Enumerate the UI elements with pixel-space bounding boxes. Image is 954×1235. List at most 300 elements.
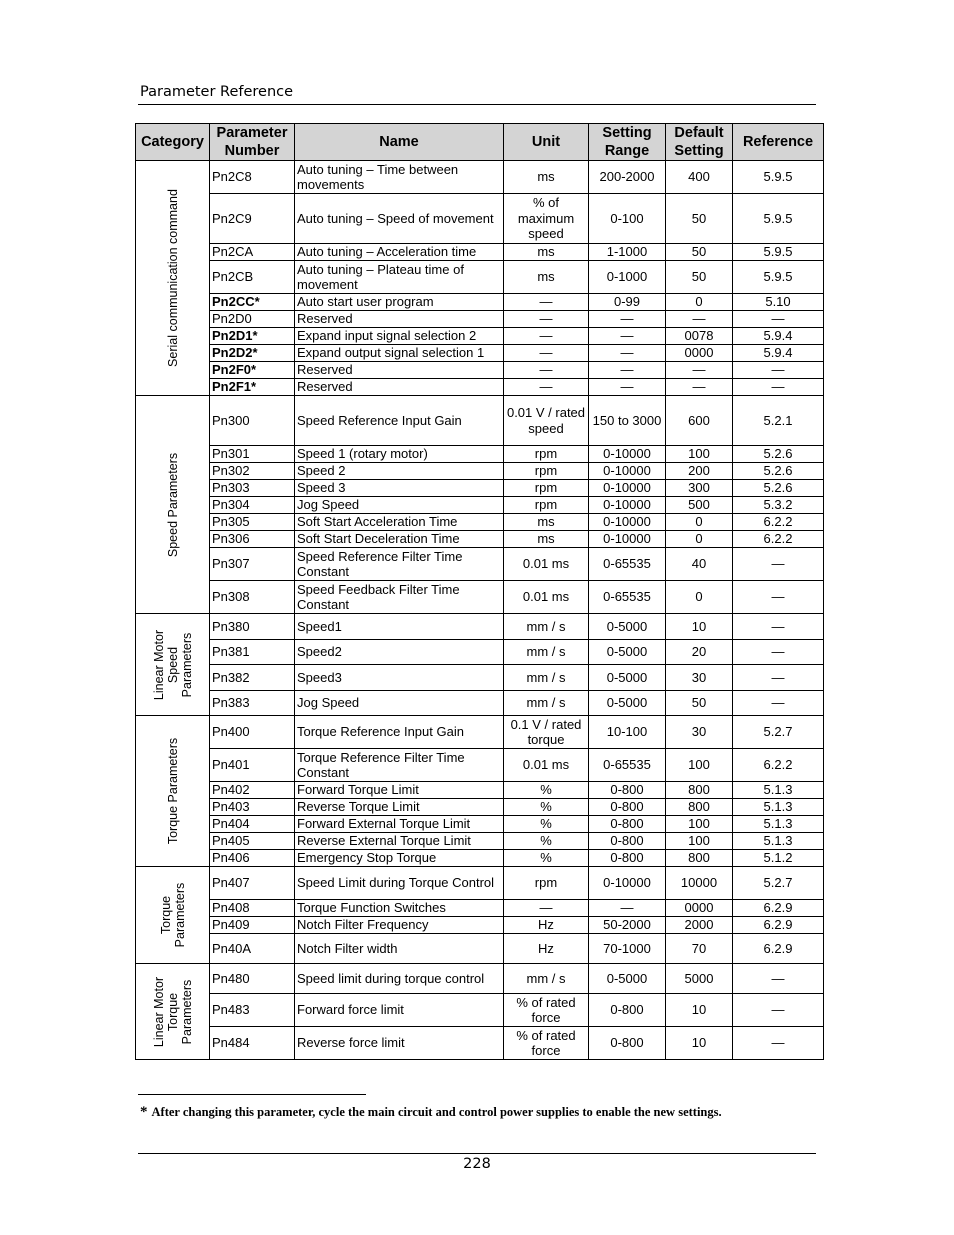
table-row [136, 328, 824, 345]
parameter-number-cell: Pn483 [210, 994, 295, 1027]
table-row [136, 311, 824, 328]
name-cell: Auto tuning – Time between movements [295, 161, 504, 194]
unit-cell: 0.01 V / rated speed [504, 396, 589, 446]
unit-cell: rpm [504, 497, 589, 514]
default-setting-cell: 0 [666, 581, 733, 614]
table-row [136, 934, 824, 964]
table-row [136, 161, 824, 194]
parameter-number-cell: Pn303 [210, 480, 295, 497]
default-setting-cell: 600 [666, 396, 733, 446]
setting-range-cell: 0-65535 [589, 749, 666, 782]
table-row [136, 261, 824, 294]
unit-cell: % of rated force [504, 994, 589, 1027]
table-row [136, 514, 824, 531]
setting-range-cell: 0-100 [589, 194, 666, 244]
setting-range-cell: 150 to 3000 [589, 396, 666, 446]
default-setting-cell: 10 [666, 994, 733, 1027]
parameter-number-cell: Pn402 [210, 782, 295, 799]
setting-range-cell: 0-800 [589, 833, 666, 850]
unit-cell: 0.01 ms [504, 581, 589, 614]
footnote [140, 1104, 722, 1121]
reference-cell: 5.1.3 [733, 782, 824, 799]
table-body [136, 161, 824, 1060]
parameter-number-cell: Pn480 [210, 964, 295, 994]
table-row [136, 833, 824, 850]
category-label [166, 165, 180, 392]
page-header-title: Parameter Reference [140, 84, 294, 100]
parameter-number-cell: Pn380 [210, 614, 295, 640]
table-row [136, 1027, 824, 1060]
table-row [136, 581, 824, 614]
table-row [136, 994, 824, 1027]
name-cell: Expand output signal selection 1 [295, 345, 504, 362]
name-cell: Emergency Stop Torque [295, 850, 504, 867]
parameter-number-cell: Pn2D0 [210, 311, 295, 328]
setting-range-cell: 0-10000 [589, 531, 666, 548]
unit-cell: mm / s [504, 640, 589, 665]
category-label [166, 400, 180, 610]
table-row [136, 716, 824, 749]
unit-cell: % of maximum speed [504, 194, 589, 244]
reference-cell: 5.1.3 [733, 816, 824, 833]
setting-range-cell: 50-2000 [589, 917, 666, 934]
category-label-line: Linear Motor [151, 976, 166, 1047]
col-header-unit: Unit [504, 124, 589, 161]
unit-cell: ms [504, 244, 589, 261]
parameter-number-cell: Pn302 [210, 463, 295, 480]
name-cell: Forward External Torque Limit [295, 816, 504, 833]
default-setting-cell: 50 [666, 194, 733, 244]
parameter-number-cell: Pn307 [210, 548, 295, 581]
table-row [136, 362, 824, 379]
reference-cell: — [733, 548, 824, 581]
header-divider [138, 104, 816, 105]
setting-range-cell: — [589, 379, 666, 396]
table-row [136, 194, 824, 244]
default-setting-cell: 100 [666, 816, 733, 833]
name-cell: Speed2 [295, 640, 504, 665]
category-label [152, 968, 194, 1056]
name-cell: Auto start user program [295, 294, 504, 311]
table-row [136, 345, 824, 362]
default-setting-cell: 50 [666, 244, 733, 261]
unit-cell: — [504, 900, 589, 917]
parameter-number-cell: Pn406 [210, 850, 295, 867]
category-label-line: Speed Parameters [165, 452, 180, 557]
category-cell [136, 716, 210, 867]
table-row [136, 446, 824, 463]
parameter-number-cell: Pn2D2* [210, 345, 295, 362]
footer-divider [138, 1153, 816, 1154]
page-number: 228 [463, 1156, 491, 1172]
default-setting-cell: 30 [666, 716, 733, 749]
reference-cell: — [733, 379, 824, 396]
setting-range-cell: 0-10000 [589, 446, 666, 463]
default-setting-cell: 70 [666, 934, 733, 964]
default-setting-cell: 20 [666, 640, 733, 665]
reference-cell: 5.2.7 [733, 867, 824, 900]
unit-cell: mm / s [504, 614, 589, 640]
table-row [136, 463, 824, 480]
unit-cell: mm / s [504, 964, 589, 994]
unit-cell: rpm [504, 463, 589, 480]
unit-cell: Hz [504, 934, 589, 964]
setting-range-cell: 0-800 [589, 994, 666, 1027]
setting-range-cell: 0-800 [589, 799, 666, 816]
parameter-number-cell: Pn305 [210, 514, 295, 531]
name-cell: Reserved [295, 311, 504, 328]
parameter-number-cell: Pn382 [210, 665, 295, 691]
reference-cell: 5.3.2 [733, 497, 824, 514]
parameter-number-cell: Pn408 [210, 900, 295, 917]
col-header-name: Name [295, 124, 504, 161]
default-setting-cell: 800 [666, 799, 733, 816]
parameter-number-cell: Pn401 [210, 749, 295, 782]
unit-cell: — [504, 311, 589, 328]
unit-cell: % [504, 816, 589, 833]
name-cell: Speed Reference Filter Time Constant [295, 548, 504, 581]
name-cell: Reverse External Torque Limit [295, 833, 504, 850]
default-setting-cell: 10000 [666, 867, 733, 900]
reference-cell: — [733, 311, 824, 328]
setting-range-cell: 0-800 [589, 782, 666, 799]
reference-cell: — [733, 691, 824, 716]
reference-cell: 5.9.5 [733, 194, 824, 244]
reference-cell: — [733, 964, 824, 994]
unit-cell: % [504, 782, 589, 799]
setting-range-cell: 0-65535 [589, 581, 666, 614]
parameter-number-cell: Pn308 [210, 581, 295, 614]
reference-cell: — [733, 362, 824, 379]
unit-cell: 0.1 V / rated torque [504, 716, 589, 749]
category-label [166, 720, 180, 863]
default-setting-cell: 2000 [666, 917, 733, 934]
category-label-line: Speed [165, 646, 180, 683]
category-label [159, 871, 187, 960]
parameter-number-cell: Pn400 [210, 716, 295, 749]
setting-range-cell: 0-5000 [589, 614, 666, 640]
reference-cell: 6.2.9 [733, 934, 824, 964]
category-label [152, 618, 194, 712]
default-setting-cell: 100 [666, 446, 733, 463]
unit-cell: rpm [504, 446, 589, 463]
parameter-number-cell: Pn304 [210, 497, 295, 514]
unit-cell: % of rated force [504, 1027, 589, 1060]
table-row [136, 379, 824, 396]
parameter-number-cell: Pn2CC* [210, 294, 295, 311]
unit-cell: — [504, 294, 589, 311]
table-row [136, 749, 824, 782]
name-cell: Speed Limit during Torque Control [295, 867, 504, 900]
setting-range-cell: — [589, 362, 666, 379]
category-cell [136, 964, 210, 1060]
name-cell: Notch Filter Frequency [295, 917, 504, 934]
setting-range-cell: 0-5000 [589, 964, 666, 994]
unit-cell: — [504, 328, 589, 345]
reference-cell: 6.2.2 [733, 531, 824, 548]
category-cell [136, 614, 210, 716]
parameter-number-cell: Pn306 [210, 531, 295, 548]
category-label-line: Torque [158, 895, 173, 935]
unit-cell: % [504, 799, 589, 816]
category-label-line: Torque [165, 992, 180, 1031]
name-cell: Speed 1 (rotary motor) [295, 446, 504, 463]
name-cell: Auto tuning – Plateau time of movement [295, 261, 504, 294]
name-cell: Jog Speed [295, 497, 504, 514]
category-label-line: Linear Motor [151, 629, 166, 700]
table-row [136, 850, 824, 867]
reference-cell: — [733, 1027, 824, 1060]
setting-range-cell: 0-5000 [589, 691, 666, 716]
setting-range-cell: 1-1000 [589, 244, 666, 261]
setting-range-cell: 0-99 [589, 294, 666, 311]
col-header-default-setting: Default Setting [666, 124, 733, 161]
table-row [136, 900, 824, 917]
table-row [136, 244, 824, 261]
parameter-number-cell: Pn2C8 [210, 161, 295, 194]
unit-cell: rpm [504, 867, 589, 900]
default-setting-cell: 800 [666, 850, 733, 867]
table-row [136, 665, 824, 691]
setting-range-cell: 0-800 [589, 1027, 666, 1060]
setting-range-cell: 0-5000 [589, 640, 666, 665]
name-cell: Speed Feedback Filter Time Constant [295, 581, 504, 614]
default-setting-cell: 800 [666, 782, 733, 799]
unit-cell: % [504, 833, 589, 850]
footnote-text: After changing this parameter, cycle the main circuit and control power supplies to enable the new settings. [151, 1105, 722, 1119]
name-cell: Auto tuning – Speed of movement [295, 194, 504, 244]
name-cell: Speed3 [295, 665, 504, 691]
table-row [136, 867, 824, 900]
reference-cell: 6.2.9 [733, 917, 824, 934]
setting-range-cell: — [589, 311, 666, 328]
setting-range-cell: 0-10000 [589, 514, 666, 531]
default-setting-cell: 100 [666, 749, 733, 782]
unit-cell: ms [504, 261, 589, 294]
setting-range-cell: 0-10000 [589, 480, 666, 497]
name-cell: Speed 2 [295, 463, 504, 480]
unit-cell: ms [504, 161, 589, 194]
default-setting-cell: 50 [666, 691, 733, 716]
table-row [136, 614, 824, 640]
name-cell: Torque Function Switches [295, 900, 504, 917]
reference-cell: — [733, 614, 824, 640]
name-cell: Torque Reference Input Gain [295, 716, 504, 749]
parameter-number-cell: Pn2F0* [210, 362, 295, 379]
name-cell: Jog Speed [295, 691, 504, 716]
name-cell: Reserved [295, 362, 504, 379]
table-row [136, 691, 824, 716]
setting-range-cell: 10-100 [589, 716, 666, 749]
parameter-number-cell: Pn407 [210, 867, 295, 900]
default-setting-cell: — [666, 362, 733, 379]
setting-range-cell: 0-800 [589, 850, 666, 867]
parameter-number-cell: Pn2F1* [210, 379, 295, 396]
category-label-line: Parameters [179, 979, 194, 1044]
reference-cell: 5.9.5 [733, 261, 824, 294]
setting-range-cell: 200-2000 [589, 161, 666, 194]
table-row [136, 548, 824, 581]
col-header-reference: Reference [733, 124, 824, 161]
table-row [136, 816, 824, 833]
reference-cell: 6.2.2 [733, 749, 824, 782]
unit-cell: — [504, 345, 589, 362]
category-cell [136, 396, 210, 614]
unit-cell: 0.01 ms [504, 749, 589, 782]
reference-cell: 5.1.3 [733, 833, 824, 850]
default-setting-cell: 5000 [666, 964, 733, 994]
default-setting-cell: 30 [666, 665, 733, 691]
default-setting-cell: — [666, 379, 733, 396]
unit-cell: % [504, 850, 589, 867]
unit-cell: rpm [504, 480, 589, 497]
col-header-setting-range: Setting Range [589, 124, 666, 161]
default-setting-cell: 0000 [666, 345, 733, 362]
default-setting-cell: 10 [666, 1027, 733, 1060]
name-cell: Soft Start Deceleration Time [295, 531, 504, 548]
name-cell: Forward Torque Limit [295, 782, 504, 799]
name-cell: Soft Start Acceleration Time [295, 514, 504, 531]
reference-cell: 5.2.6 [733, 446, 824, 463]
setting-range-cell: 0-800 [589, 816, 666, 833]
setting-range-cell: — [589, 900, 666, 917]
name-cell: Expand input signal selection 2 [295, 328, 504, 345]
default-setting-cell: 0 [666, 294, 733, 311]
setting-range-cell: 0-10000 [589, 497, 666, 514]
parameter-number-cell: Pn40A [210, 934, 295, 964]
name-cell: Speed1 [295, 614, 504, 640]
reference-cell: 5.2.6 [733, 480, 824, 497]
setting-range-cell: 0-65535 [589, 548, 666, 581]
reference-cell: 5.9.4 [733, 345, 824, 362]
parameter-number-cell: Pn300 [210, 396, 295, 446]
reference-cell: 6.2.2 [733, 514, 824, 531]
parameter-number-cell: Pn484 [210, 1027, 295, 1060]
category-cell [136, 161, 210, 396]
reference-cell: 5.1.3 [733, 799, 824, 816]
reference-cell: 5.1.2 [733, 850, 824, 867]
footnote-divider [138, 1094, 366, 1095]
reference-cell: — [733, 581, 824, 614]
parameter-number-cell: Pn2D1* [210, 328, 295, 345]
default-setting-cell: 10 [666, 614, 733, 640]
setting-range-cell: 0-1000 [589, 261, 666, 294]
reference-cell: 5.2.6 [733, 463, 824, 480]
unit-cell: — [504, 362, 589, 379]
default-setting-cell: 0 [666, 514, 733, 531]
reference-cell: 5.10 [733, 294, 824, 311]
unit-cell: 0.01 ms [504, 548, 589, 581]
default-setting-cell: 50 [666, 261, 733, 294]
parameter-number-cell: Pn2C9 [210, 194, 295, 244]
name-cell: Speed Reference Input Gain [295, 396, 504, 446]
table-row [136, 480, 824, 497]
default-setting-cell: 40 [666, 548, 733, 581]
parameter-number-cell: Pn409 [210, 917, 295, 934]
unit-cell: ms [504, 531, 589, 548]
parameter-number-cell: Pn2CB [210, 261, 295, 294]
default-setting-cell: 0078 [666, 328, 733, 345]
reference-cell: 6.2.9 [733, 900, 824, 917]
name-cell: Torque Reference Filter Time Constant [295, 749, 504, 782]
category-label-line: Serial communication command [165, 189, 180, 367]
setting-range-cell: 0-5000 [589, 665, 666, 691]
reference-cell: 5.2.7 [733, 716, 824, 749]
parameter-number-cell: Pn405 [210, 833, 295, 850]
table-row [136, 396, 824, 446]
table-row [136, 531, 824, 548]
reference-cell: — [733, 665, 824, 691]
default-setting-cell: 0000 [666, 900, 733, 917]
parameter-number-cell: Pn403 [210, 799, 295, 816]
reference-cell: 5.9.5 [733, 244, 824, 261]
setting-range-cell: 0-10000 [589, 463, 666, 480]
name-cell: Notch Filter width [295, 934, 504, 964]
name-cell: Forward force limit [295, 994, 504, 1027]
setting-range-cell: 70-1000 [589, 934, 666, 964]
default-setting-cell: 300 [666, 480, 733, 497]
table-row [136, 799, 824, 816]
default-setting-cell: 500 [666, 497, 733, 514]
name-cell: Reverse Torque Limit [295, 799, 504, 816]
setting-range-cell: 0-10000 [589, 867, 666, 900]
name-cell: Auto tuning – Acceleration time [295, 244, 504, 261]
table-header-row [136, 124, 824, 161]
col-header-parameter-number: Parameter Number [210, 124, 295, 161]
setting-range-cell: — [589, 345, 666, 362]
category-label-line: Parameters [179, 632, 194, 697]
name-cell: Reserved [295, 379, 504, 396]
parameter-number-cell: Pn381 [210, 640, 295, 665]
setting-range-cell: — [589, 328, 666, 345]
name-cell: Speed 3 [295, 480, 504, 497]
reference-cell: — [733, 994, 824, 1027]
footnote-symbol: * [140, 1104, 148, 1120]
table-row [136, 782, 824, 799]
unit-cell: — [504, 379, 589, 396]
category-cell [136, 867, 210, 964]
parameter-number-cell: Pn383 [210, 691, 295, 716]
reference-cell: — [733, 640, 824, 665]
table-row [136, 497, 824, 514]
col-header-category: Category [136, 124, 210, 161]
table-row [136, 964, 824, 994]
default-setting-cell: — [666, 311, 733, 328]
unit-cell: Hz [504, 917, 589, 934]
name-cell: Speed limit during torque control [295, 964, 504, 994]
category-label-line: Parameters [172, 882, 187, 948]
parameter-number-cell: Pn2CA [210, 244, 295, 261]
unit-cell: mm / s [504, 691, 589, 716]
parameter-number-cell: Pn301 [210, 446, 295, 463]
name-cell: Reverse force limit [295, 1027, 504, 1060]
default-setting-cell: 0 [666, 531, 733, 548]
parameter-number-cell: Pn404 [210, 816, 295, 833]
table-row [136, 917, 824, 934]
table-row [136, 640, 824, 665]
reference-cell: 5.9.4 [733, 328, 824, 345]
unit-cell: ms [504, 514, 589, 531]
unit-cell: mm / s [504, 665, 589, 691]
default-setting-cell: 100 [666, 833, 733, 850]
default-setting-cell: 200 [666, 463, 733, 480]
table-row [136, 294, 824, 311]
reference-cell: 5.9.5 [733, 161, 824, 194]
parameter-table [135, 123, 824, 1060]
default-setting-cell: 400 [666, 161, 733, 194]
category-label-line: Torque Parameters [165, 737, 180, 845]
reference-cell: 5.2.1 [733, 396, 824, 446]
